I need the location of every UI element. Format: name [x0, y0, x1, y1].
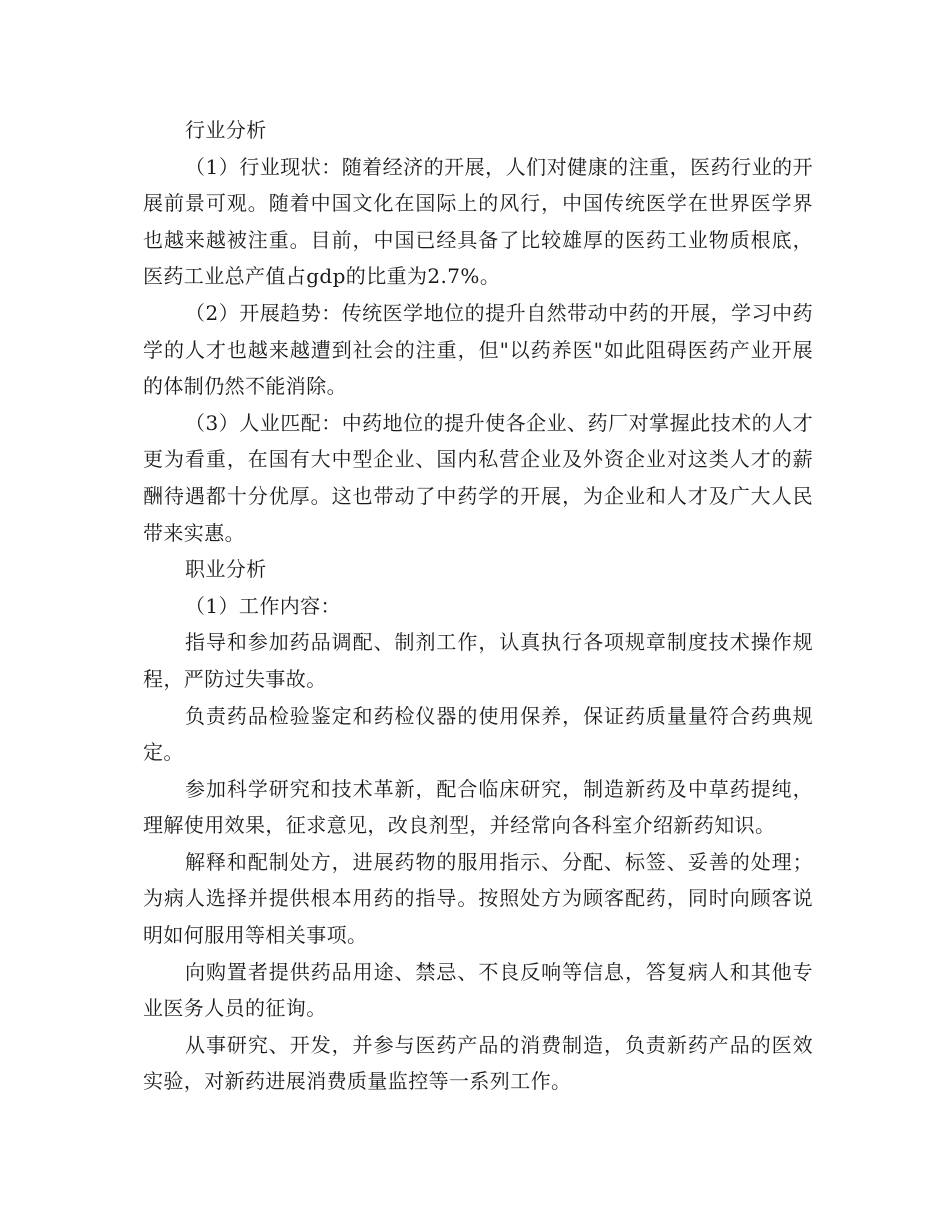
paragraph-duty-prescriptions: 解释和配制处方，进展药物的服用指示、分配、标签、妥善的处理；为病人选择并提供根本用药的指导。按照处方为顾客配药，同时向顾客说明如何服用等相关事项。 [143, 849, 813, 948]
paragraph-development-trend: （2）开展趋势：传统医学地位的提升自然带动中药的开展，学习中药学的人才也越来越遭到社会的注重，但"以药养医"如此阻碍医药产业开展的体制仍然不能消除。 [143, 300, 813, 399]
document-body [143, 112, 813, 1100]
paragraph-duty-information: 向购置者提供药品用途、禁忌、不良反响等信息，答复病人和其他专业医务人员的征询。 [143, 959, 813, 1021]
section-heading-career-analysis: 职业分析 [185, 557, 267, 582]
paragraph-duty-development: 从事研究、开发，并参与医药产品的消费制造，负责新药产品的医效实验，对新药进展消费质量监控等一系列工作。 [143, 1032, 813, 1094]
section-heading-industry-analysis: 行业分析 [185, 118, 267, 142]
paragraph-person-industry-match: （3）人业匹配：中药地位的提升使各企业、药厂对掌握此技术的人才更为看重，在国有大中型企业、国内私营企业及外资企业对这类人才的薪酬待遇都十分优厚。这也带动了中药学的开展，为企业和人才及广大人民带来实惠。 [143, 410, 813, 545]
paragraph-work-content-heading: （1）工作内容： [185, 593, 341, 618]
paragraph-duty-inspection: 负责药品检验鉴定和药检仪器的使用保养，保证药质量量符合药典规定。 [143, 703, 813, 765]
paragraph-duty-research: 参加科学研究和技术革新，配合临床研究，制造新药及中草药提纯，理解使用效果，征求意见，改良剂型，并经常向各科室介绍新药知识。 [143, 776, 813, 838]
paragraph-duty-dispensing: 指导和参加药品调配、制剂工作，认真执行各项规章制度技术操作规程，严防过失事故。 [143, 630, 813, 691]
paragraph-industry-status: （1）行业现状：随着经济的开展，人们对健康的注重，医药行业的开展前景可观。随着中国文化在国际上的风行，中国传统医学在世界医学界也越来越被注重。目前，中国已经具备了比较雄厚的医药工业物质根底，医药工业总产值占gdp的比重为2.7%。 [143, 154, 813, 289]
